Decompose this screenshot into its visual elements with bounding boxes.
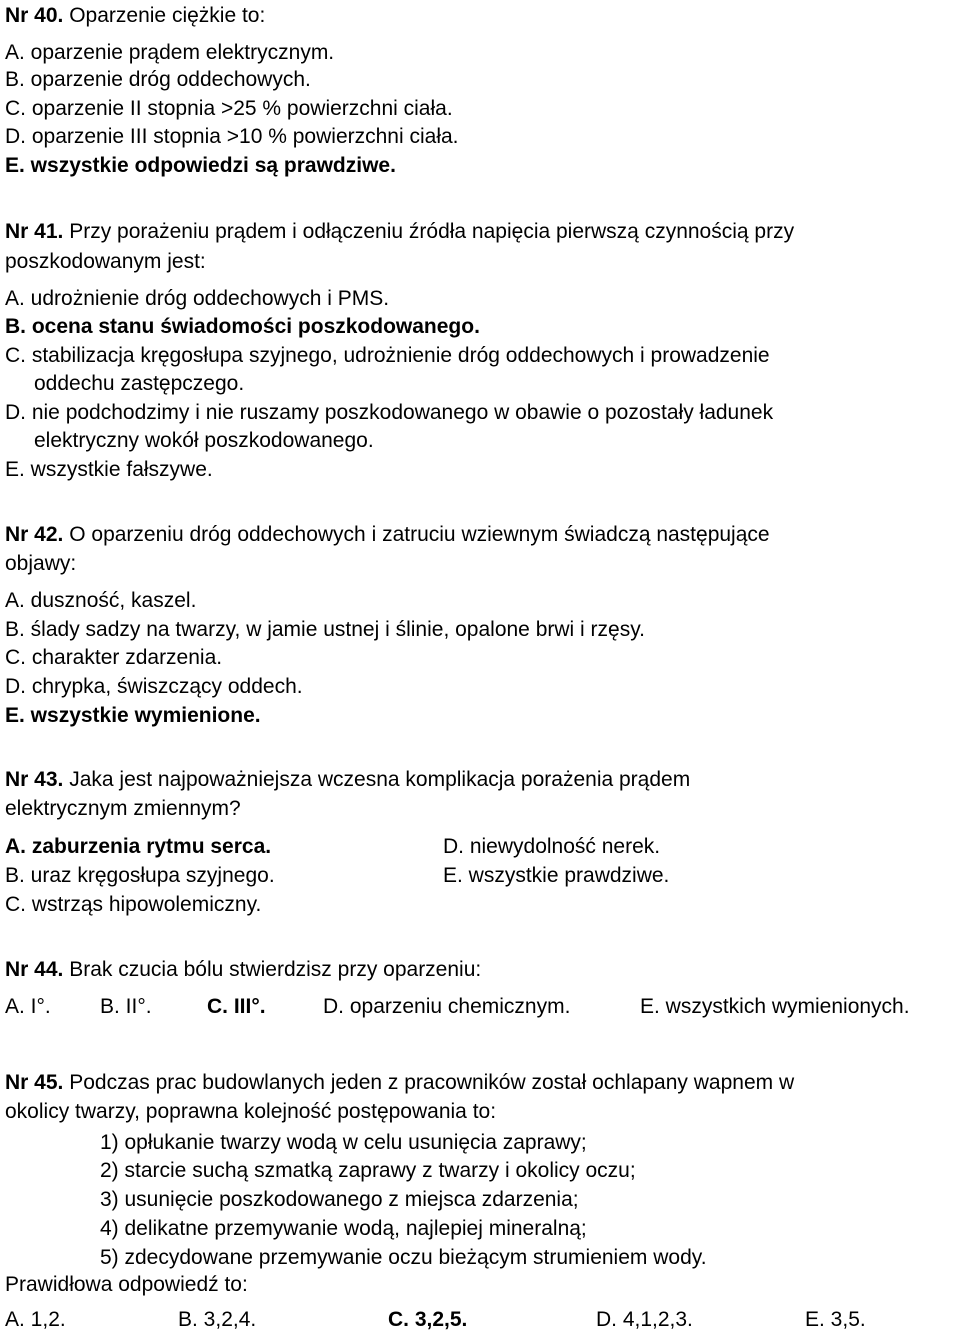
step-item: 4) delikatne przemywanie wodą, najlepiej mineralną; (100, 1217, 587, 1240)
question-text: O oparzeniu dróg oddechowych i zatruciu wziewnym świadczą następujące (69, 523, 770, 546)
option-d: D. oparzenie III stopnia >10 % powierzchni ciała. (5, 125, 459, 148)
option-d-continued: elektryczny wokół poszkodowanego. (34, 429, 374, 452)
option-d: D. 4,1,2,3. (596, 1308, 693, 1331)
option-c: C. oparzenie II stopnia >25 % powierzchni ciała. (5, 97, 453, 120)
question-number: Nr 40. (5, 4, 64, 27)
question-number: Nr 43. (5, 768, 64, 791)
option-c: C. stabilizacja kręgosłupa szyjnego, udrożnienie dróg oddechowych i prowadzenie (5, 344, 770, 367)
question-text: Jaka jest najpoważniejsza wczesna komplikacja porażenia prądem (69, 768, 691, 791)
option-d: D. oparzeniu chemicznym. (323, 995, 571, 1018)
question-text: Brak czucia bólu stwierdzisz przy oparzeniu: (69, 958, 482, 981)
question-text-continued: okolicy twarzy, poprawna kolejność postępowania to: (5, 1100, 497, 1123)
option-b: B. uraz kręgosłupa szyjnego. (5, 864, 275, 887)
option-c: C. wstrząs hipowolemiczny. (5, 893, 262, 916)
step-item: 3) usunięcie poszkodowanego z miejsca zdarzenia; (100, 1188, 579, 1211)
option-a: A. I°. (5, 995, 51, 1018)
question-number: Nr 44. (5, 958, 64, 981)
option-e: E. wszystkich wymienionych. (640, 995, 910, 1018)
option-a-correct: A. zaburzenia rytmu serca. (5, 835, 272, 858)
step-item: 2) starcie suchą szmatką zaprawy z twarzy i okolicy oczu; (100, 1159, 636, 1182)
question-40-header (5, 3, 265, 29)
option-b: B. 3,2,4. (178, 1308, 257, 1331)
question-number: Nr 45. (5, 1071, 64, 1094)
option-b-correct: B. ocena stanu świadomości poszkodowanego. (5, 315, 480, 338)
question-text-continued: objawy: (5, 552, 77, 575)
option-c-correct: C. 3,2,5. (388, 1308, 468, 1331)
option-a: A. duszność, kaszel. (5, 589, 197, 612)
question-44-header (5, 957, 481, 983)
option-c-correct: C. III°. (207, 995, 266, 1018)
question-number: Nr 42. (5, 523, 64, 546)
option-a: A. 1,2. (5, 1308, 66, 1331)
question-41-header (5, 219, 794, 245)
option-b: B. oparzenie dróg oddechowych. (5, 68, 311, 91)
question-45-header (5, 1070, 794, 1096)
option-b: B. ślady sadzy na twarzy, w jamie ustnej i ślinie, opalone brwi i rzęsy. (5, 618, 645, 641)
option-e: E. wszystkie fałszywe. (5, 458, 213, 481)
step-item: 5) zdecydowane przemywanie oczu bieżącym strumieniem wody. (100, 1246, 707, 1269)
question-text: Podczas prac budowlanych jeden z pracowników został ochlapany wapnem w (69, 1071, 795, 1094)
step-item: 1) opłukanie twarzy wodą w celu usunięcia zaprawy; (100, 1131, 587, 1154)
option-b: B. II°. (100, 995, 152, 1018)
question-text-continued: elektrycznym zmiennym? (5, 797, 241, 820)
option-e: E. wszystkie prawdziwe. (443, 864, 670, 887)
question-text-continued: poszkodowanym jest: (5, 250, 206, 273)
option-e: E. 3,5. (805, 1308, 866, 1331)
option-c-continued: oddechu zastępczego. (34, 372, 245, 395)
option-d: D. chrypka, świszczący oddech. (5, 675, 303, 698)
option-e-correct: E. wszystkie wymienione. (5, 704, 261, 727)
question-43-header (5, 767, 690, 793)
option-a: A. udrożnienie dróg oddechowych i PMS. (5, 287, 390, 310)
question-42-header (5, 522, 770, 548)
option-d: D. niewydolność nerek. (443, 835, 661, 858)
option-c: C. charakter zdarzenia. (5, 646, 223, 669)
question-number: Nr 41. (5, 220, 64, 243)
option-d: D. nie podchodzimy i nie ruszamy poszkodowanego w obawie o pozostały ładunek (5, 401, 774, 424)
question-text: Oparzenie ciężkie to: (69, 4, 266, 27)
option-a: A. oparzenie prądem elektrycznym. (5, 41, 335, 64)
question-text: Przy porażeniu prądem i odłączeniu źródła napięcia pierwszą czynnością przy (69, 220, 795, 243)
answer-label: Prawidłowa odpowiedź to: (5, 1273, 248, 1296)
option-e-correct: E. wszystkie odpowiedzi są prawdziwe. (5, 154, 396, 177)
